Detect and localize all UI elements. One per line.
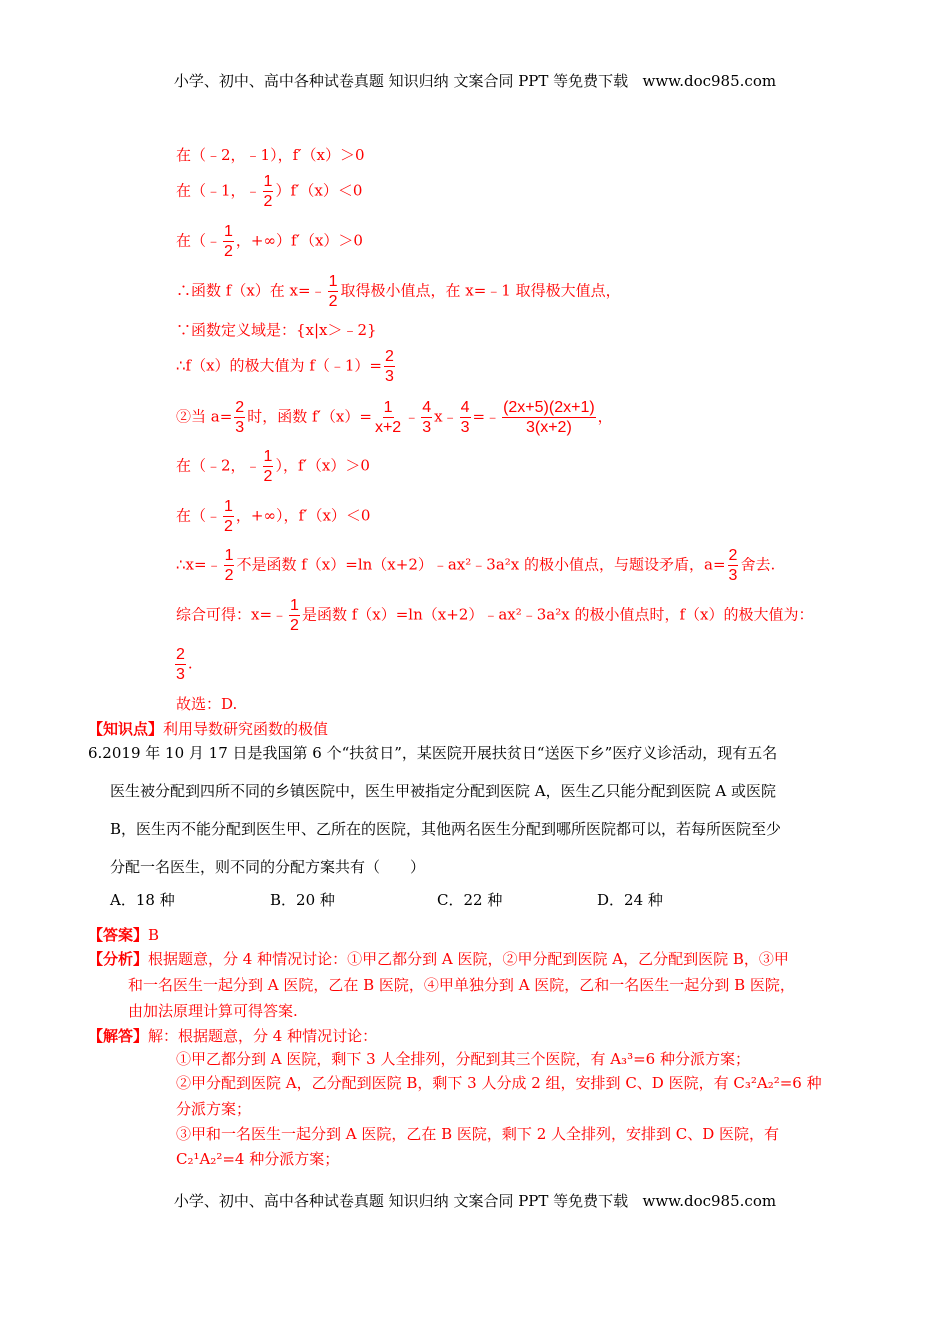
numerator: 1 bbox=[263, 173, 273, 190]
numerator: 2 bbox=[385, 348, 394, 365]
numerator: 4 bbox=[460, 399, 470, 416]
fraction-one-over-x-plus-2 bbox=[374, 398, 402, 437]
fraction-derivative bbox=[502, 398, 596, 437]
analysis-line-1 bbox=[88, 949, 789, 969]
text: ∴x=﹣ bbox=[176, 555, 222, 574]
page-footer: 小学、初中、高中各种试卷真题 知识归纳 文案合同 PPT 等免费下载 www.doc985.com bbox=[173, 1192, 777, 1210]
denominator: 3 bbox=[235, 419, 245, 436]
fraction-four-thirds bbox=[460, 398, 471, 437]
numerator: 4 bbox=[422, 399, 432, 416]
text: 在（﹣1，﹣ bbox=[176, 181, 261, 200]
solve-line-5: ③甲和一名医生一起分到 A 医院，乙在 B 医院，剩下 2 人全排列，安排到 C、D 医院，有 bbox=[176, 1125, 780, 1143]
fraction-two-thirds bbox=[384, 347, 395, 386]
fraction-two-thirds bbox=[728, 546, 739, 585]
denominator: 3 bbox=[385, 368, 394, 385]
option-b: B．20 种 bbox=[270, 891, 335, 909]
text: . bbox=[187, 654, 193, 673]
text: x﹣ bbox=[434, 407, 458, 426]
text: ∴f（x）的极大值为 f（﹣1）= bbox=[176, 356, 382, 375]
fraction-two-thirds bbox=[234, 398, 245, 437]
option-c: C．22 种 bbox=[437, 891, 503, 909]
denominator: x+2 bbox=[374, 419, 402, 436]
solve-line-1 bbox=[88, 1026, 377, 1046]
fraction-one-half bbox=[223, 222, 234, 261]
text: ），f′（x）＞0 bbox=[275, 456, 370, 475]
denominator: 3 bbox=[460, 419, 470, 436]
solve-line-4: 分派方案； bbox=[176, 1100, 252, 1118]
analysis-label: 【分析】 bbox=[88, 950, 149, 968]
denominator: 3 bbox=[422, 419, 432, 436]
text: 根据题意，分 4 种情况讨论：①甲乙都分到 A 医院，②甲分配到医院 A，乙分配到医院 B，③甲 bbox=[148, 950, 789, 968]
text: 综合可得：x=﹣ bbox=[176, 605, 288, 624]
text: ，+∞）f′（x）＞0 bbox=[235, 231, 363, 250]
numerator: 2 bbox=[235, 399, 245, 416]
solution-line-7 bbox=[176, 398, 613, 437]
question-line-2: 医生被分配到四所不同的乡镇医院中，医生甲被指定分配到医院 A，医生乙只能分配到医院 A 或医院 bbox=[110, 782, 776, 800]
question-line-3: B，医生丙不能分配到医生甲、乙所在的医院，其他两名医生分配到哪所医院都可以，若每所医院至少 bbox=[110, 820, 782, 838]
denominator: 2 bbox=[224, 567, 234, 584]
solution-line-9 bbox=[176, 497, 370, 536]
answer-label: 【答案】 bbox=[88, 926, 149, 944]
solve-line-3: ②甲分配到医院 A，乙分配到医院 B，剩下 3 人分成 2 组，安排到 C、D 医院，有 C₃²A₂²=6 种 bbox=[176, 1074, 822, 1092]
solution-line-1: 在（﹣2，﹣1），f′（x）＞0 bbox=[176, 146, 365, 164]
text: 是函数 f（x）=ln（x+2）﹣ax²﹣3a²x 的极小值点时，f（x）的极大值为： bbox=[301, 605, 814, 624]
text: ， bbox=[597, 407, 613, 426]
denominator: 3 bbox=[728, 567, 738, 584]
numerator: 1 bbox=[263, 448, 273, 465]
answer bbox=[88, 925, 159, 945]
numerator: 1 bbox=[224, 498, 233, 515]
text: 在（﹣ bbox=[176, 231, 222, 250]
denominator: 2 bbox=[263, 193, 273, 210]
analysis-line-3: 由加法原理计算可得答案. bbox=[128, 1002, 298, 1020]
analysis-line-2: 和一名医生一起分到 A 医院，乙在 B 医院，④甲单独分到 A 医院，乙和一名医生一起分到 B 医院， bbox=[128, 976, 795, 994]
solve-line-2: ①甲乙都分到 A 医院，剩下 3 人全排列，分配到其三个医院，有 A₃³=6 种分派方案； bbox=[176, 1050, 750, 1068]
solve-line-6: C₂¹A₂²=4 种分派方案； bbox=[176, 1150, 340, 1168]
solution-line-4 bbox=[176, 272, 621, 311]
text: 在（﹣2，﹣ bbox=[176, 456, 261, 475]
text: 舍去. bbox=[740, 555, 776, 574]
denominator: 3(x+2) bbox=[525, 419, 572, 436]
denominator: 2 bbox=[224, 243, 233, 260]
fraction-one-half bbox=[224, 546, 235, 585]
solve-label: 【解答】 bbox=[88, 1027, 149, 1045]
numerator: 1 bbox=[290, 597, 299, 614]
fraction-one-half bbox=[289, 596, 300, 635]
text: 不是函数 f（x）=ln（x+2）﹣ax²﹣3a²x 的极小值点，与题设矛盾，a= bbox=[236, 555, 726, 574]
solution-line-3 bbox=[176, 222, 363, 261]
numerator: 1 bbox=[383, 399, 393, 416]
fraction-one-half bbox=[223, 497, 234, 536]
solution-line-2 bbox=[176, 172, 362, 211]
text: =﹣ bbox=[472, 407, 501, 426]
knowledge-point bbox=[88, 719, 328, 739]
question-line-4: 分配一名医生，则不同的分配方案共有（ ） bbox=[110, 858, 426, 876]
solution-line-6 bbox=[176, 347, 397, 386]
numerator: 1 bbox=[328, 273, 338, 290]
fraction-four-thirds bbox=[421, 398, 432, 437]
text: ②当 a= bbox=[176, 407, 233, 426]
denominator: 2 bbox=[328, 293, 338, 310]
numerator: 2 bbox=[176, 646, 185, 663]
solution-line-5: ∵函数定义域是：{x|x＞﹣2} bbox=[176, 321, 377, 339]
denominator: 2 bbox=[224, 518, 233, 535]
numerator: 2 bbox=[728, 547, 738, 564]
denominator: 3 bbox=[176, 666, 185, 683]
denominator: 2 bbox=[290, 617, 299, 634]
denominator: 2 bbox=[263, 468, 273, 485]
solution-line-10 bbox=[176, 546, 775, 585]
question-line-1: 6.2019 年 10 月 17 日是我国第 6 个“扶贫日”，某医院开展扶贫日“送医下乡”医疗义诊活动，现有五名 bbox=[88, 744, 778, 762]
solution-line-12 bbox=[173, 645, 193, 684]
text: ，+∞），f′（x）＜0 bbox=[235, 506, 371, 525]
numerator: 1 bbox=[224, 223, 233, 240]
text: 时，函数 f′（x）= bbox=[247, 407, 372, 426]
option-d: D．24 种 bbox=[597, 891, 663, 909]
solution-line-8 bbox=[176, 447, 370, 486]
solution-line-13: 故选：D. bbox=[176, 695, 238, 713]
text: 取得极小值点，在 x=﹣1 取得极大值点， bbox=[340, 281, 621, 300]
text: ∴函数 f（x）在 x=﹣ bbox=[176, 281, 326, 300]
numerator: 1 bbox=[224, 547, 234, 564]
text: 解：根据题意，分 4 种情况讨论： bbox=[148, 1027, 378, 1045]
numerator: (2x+5)(2x+1) bbox=[503, 399, 595, 416]
knowledge-label: 【知识点】 bbox=[88, 720, 164, 738]
text: ）f′（x）＜0 bbox=[275, 181, 363, 200]
fraction-one-half bbox=[263, 447, 274, 486]
fraction-one-half bbox=[263, 172, 274, 211]
solution-line-11 bbox=[176, 596, 813, 635]
fraction-two-thirds bbox=[175, 645, 186, 684]
page-header: 小学、初中、高中各种试卷真题 知识归纳 文案合同 PPT 等免费下载 www.doc985.com bbox=[173, 72, 777, 90]
text: 在（﹣ bbox=[176, 506, 222, 525]
option-a: A．18 种 bbox=[110, 891, 175, 909]
knowledge-text: 利用导数研究函数的极值 bbox=[163, 720, 329, 738]
text: ﹣ bbox=[404, 407, 420, 426]
fraction-one-half bbox=[328, 272, 339, 311]
answer-value: B bbox=[148, 926, 160, 944]
